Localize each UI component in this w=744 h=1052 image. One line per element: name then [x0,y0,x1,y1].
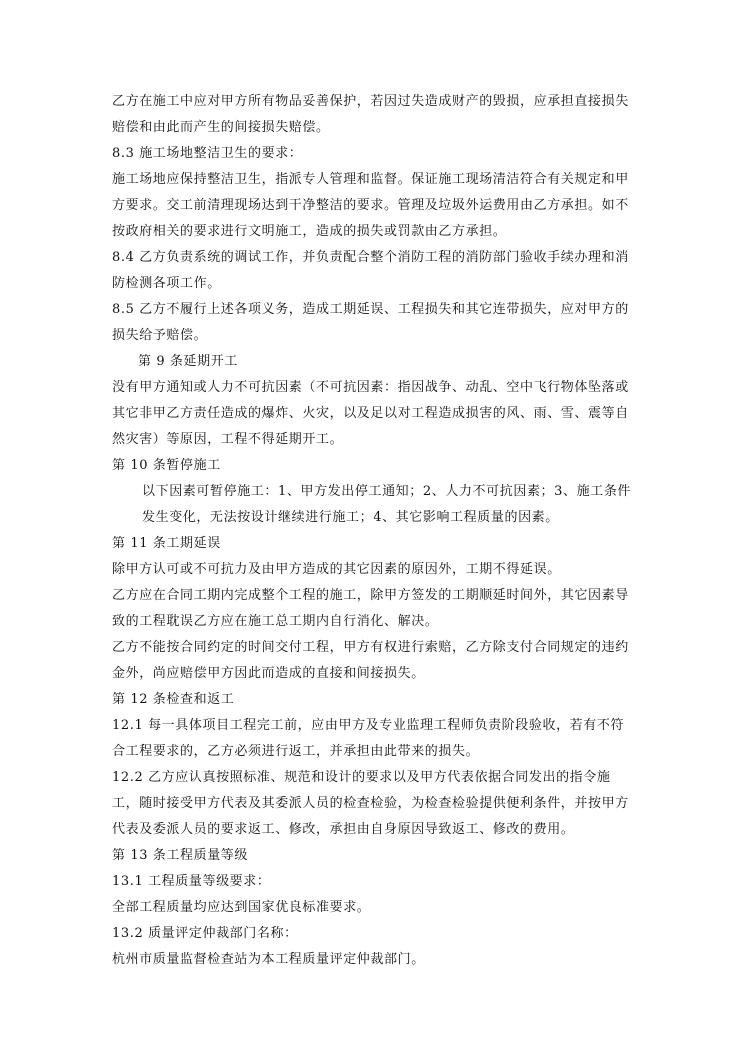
paragraph: 全部工程质量均应达到国家优良标准要求。 [112,900,371,915]
section-heading: 13.2 质量评定仲裁部门名称： [112,926,298,941]
paragraph: 除甲方认可或不可抗力及由甲方造成的其它因素的原因外，工期不得延误。 [112,562,561,577]
article-heading: 第 11 条工期延误 [112,536,221,551]
paragraph: 乙方在施工中应对甲方所有物品妥善保护，若因过失造成财产的毁损，应承担直接损失赔偿和由此而产生的间接损失赔偿。 [112,94,629,135]
paragraph: 12.2 乙方应认真按照标准、规范和设计的要求以及甲方代表依据合同发出的指令施工，随时接受甲方代表及其委派人员的检查检验，为检查检验提供便利条件，并按甲方代表及委派人员的要求返工、修改，承担由自身原因导致返工、修改的费用。 [112,770,629,837]
document-body [112,89,636,973]
paragraph: 8.5 乙方不履行上述各项义务，造成工期延误、工程损失和其它连带损失，应对甲方的损失给予赔偿。 [112,302,629,343]
article-heading: 第 10 条暂停施工 [112,458,221,473]
paragraph: 没有甲方通知或人力不可抗因素（不可抗因素：指因战争、动乱、空中飞行物体坠落或其它非甲乙方责任造成的爆炸、火灾，以及足以对工程造成损害的风、雨、雪、震等自然灾害）等原因，工程不得延期开工。 [112,380,629,447]
article-heading: 第 9 条延期开工 [138,354,238,369]
paragraph: 乙方应在合同工期内完成整个工程的施工，除甲方签发的工期顺延时间外，其它因素导致的工程耽误乙方应在施工总工期内自行消化、解决。 [112,588,629,629]
paragraph: 杭州市质量监督检查站为本工程质量评定仲裁部门。 [112,952,425,967]
paragraph: 以下因素可暂停施工：1、甲方发出停工通知；2、人力不可抗因素；3、施工条件发生变化，无法按设计继续进行施工；4、其它影响工程质量的因素。 [142,484,632,525]
article-heading: 第 12 条检查和返工 [112,692,235,707]
paragraph: 施工场地应保持整洁卫生，指派专人管理和监督。保证施工现场清洁符合有关规定和甲方要求。交工前清理现场达到干净整洁的要求。管理及垃圾外运费用由乙方承担。如不按政府相关的要求进行文明施工，造成的损失或罚款由乙方承担。 [112,172,629,239]
section-heading: 13.1 工程质量等级要求： [112,874,271,889]
paragraph: 乙方不能按合同约定的时间交付工程，甲方有权进行索赔，乙方除支付合同规定的违约金外，尚应赔偿甲方因此而造成的直接和间接损失。 [112,640,629,681]
paragraph: 8.4 乙方负责系统的调试工作，并负责配合整个消防工程的消防部门验收手续办理和消防检测各项工作。 [112,250,629,291]
paragraph: 12.1 每一具体项目工程完工前，应由甲方及专业监理工程师负责阶段验收，若有不符合工程要求的，乙方必须进行返工，并承担由此带来的损失。 [112,718,625,759]
section-heading: 8.3 施工场地整洁卫生的要求： [112,146,303,161]
article-heading: 第 13 条工程质量等级 [112,848,249,863]
